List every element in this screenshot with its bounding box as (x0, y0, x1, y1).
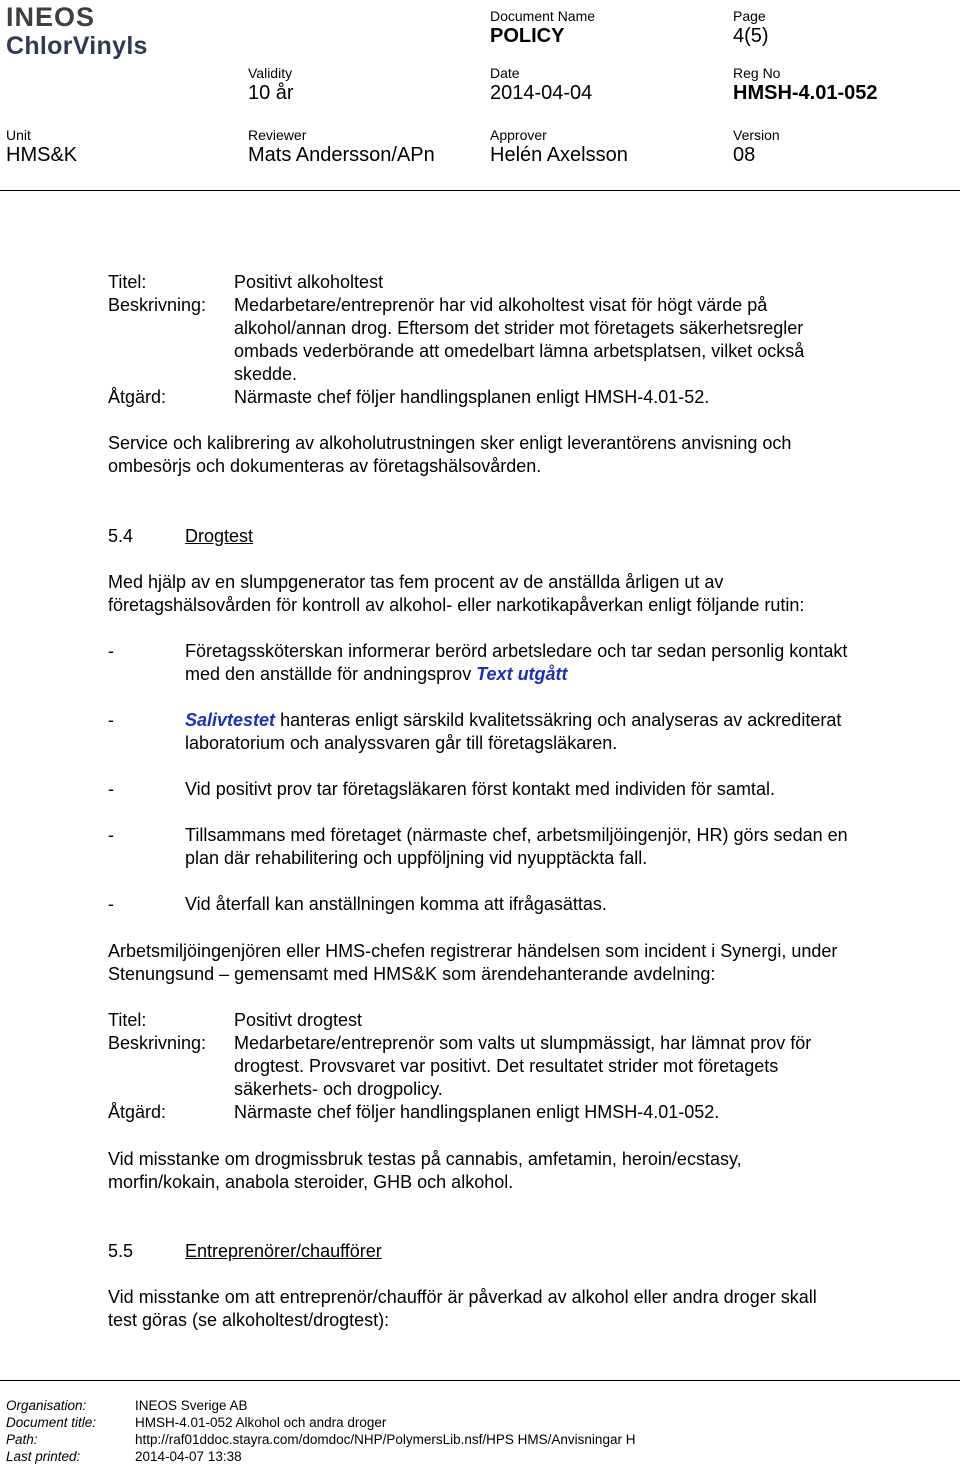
regno-label: Reg No (733, 65, 781, 81)
block2-beskr-label: Beskrivning: (108, 1033, 207, 1053)
page-label: Page (733, 8, 766, 24)
bullet-dash: - (108, 710, 114, 730)
bullet-dash: - (108, 779, 114, 799)
block1-titel-label: Titel: (108, 272, 147, 292)
bullet-dash: - (108, 641, 114, 661)
misstanke-line: Vid misstanke om drogmissbruk testas på cannabis, amfetamin, heroin/ecstasy, (108, 1149, 742, 1169)
section-5-4-title: Drogtest (185, 526, 254, 546)
misstanke-line: morfin/kokain, anabola steroider, GHB och alkohol. (108, 1172, 514, 1192)
block2-beskr-line: säkerhets- och drogpolicy. (234, 1079, 443, 1099)
entre-line: Vid misstanke om att entreprenör/chaufför är påverkad av alkohol eller andra droger skall (108, 1287, 817, 1307)
section-5-5-number: 5.5 (108, 1241, 134, 1261)
footer-printed-label: Last printed: (6, 1449, 81, 1464)
intro-line: Med hjälp av en slumpgenerator tas fem procent av de anställda årligen ut av (108, 572, 724, 592)
footer-divider (0, 1380, 960, 1381)
block1-beskr-label: Beskrivning: (108, 295, 207, 315)
bullet-2-line2: laboratorium och analyssvaren går till företagsläkaren. (185, 733, 618, 753)
bullet-3: Vid positivt prov tar företagsläkaren först kontakt med individen för samtal. (185, 779, 775, 799)
bullet-1-line2 (185, 663, 568, 686)
bullet-1-text: med den anställde för andningsprov (185, 664, 472, 684)
bullet-1-line1: Företagssköterskan informerar berörd arbetsledare och tar sedan personlig kontakt (185, 641, 848, 661)
bullet-dash: - (108, 894, 114, 914)
service-line: ombesörjs och dokumenteras av företagshälsovården. (108, 456, 542, 476)
doc-name-label: Document Name (490, 8, 596, 24)
intro-line: företagshälsovården för kontroll av alkohol- eller narkotikapåverkan enligt följande rutin: (108, 595, 805, 615)
footer-path-label: Path: (6, 1432, 38, 1447)
validity-value: 10 år (248, 82, 294, 104)
block1-atgard: Närmaste chef följer handlingsplanen enligt HMSH-4.01-52. (234, 387, 710, 407)
footer-org-label: Organisation: (6, 1398, 87, 1413)
arb-line: Stenungsund – gemensamt med HMS&K som ärendehanterande avdelning: (108, 964, 716, 984)
approver-label: Approver (490, 127, 547, 143)
unit-label: Unit (6, 127, 31, 143)
regno-value: HMSH-4.01-052 (733, 82, 878, 104)
logo-ineos: INEOS (6, 2, 96, 32)
unit-value: HMS&K (6, 144, 78, 166)
block2-titel: Positivt drogtest (234, 1010, 363, 1030)
footer-printed: 2014-04-07 13:38 (135, 1449, 242, 1464)
validity-label: Validity (248, 65, 293, 81)
block2-atgard-label: Åtgärd: (108, 1102, 167, 1122)
bullet-4-line1: Tillsammans med företaget (närmaste chef, arbetsmiljöingenjör, HR) görs sedan en (185, 825, 848, 845)
footer-path: http://raf01ddoc.stayra.com/domdoc/NHP/PolymersLib.nsf/HPS HMS/Anvisningar H (135, 1432, 636, 1447)
block1-titel: Positivt alkoholtest (234, 272, 384, 292)
date-label: Date (490, 65, 520, 81)
version-label: Version (733, 127, 780, 143)
bullet-2-line1 (185, 709, 841, 732)
reviewer-value: Mats Andersson/APn (248, 144, 435, 166)
approver-value: Helén Axelsson (490, 144, 628, 166)
bullet-2-text: hanteras enligt särskild kvalitetssäkring och analyseras av ackrediterat (280, 710, 842, 730)
date-value: 2014-04-04 (490, 82, 593, 104)
header-divider (0, 190, 960, 191)
bullet-2-highlight: Salivtestet (185, 710, 276, 730)
block1-beskr-line: Medarbetare/entreprenör har vid alkoholtest visat för högt värde på (234, 295, 768, 315)
footer-org: INEOS Sverige AB (135, 1398, 248, 1413)
block2-beskr-line: drogtest. Provsvaret var positivt. Det resultatet strider mot företagets (234, 1056, 779, 1076)
footer-title-label: Document title: (6, 1415, 97, 1430)
reviewer-label: Reviewer (248, 127, 307, 143)
bullet-4-line2: plan där rehabilitering och uppföljning vid nyupptäckta fall. (185, 848, 648, 868)
block1-beskr-line: skedde. (234, 364, 298, 384)
arb-line: Arbetsmiljöingenjören eller HMS-chefen registrerar händelsen som incident i Synergi, under (108, 941, 838, 961)
block1-beskr-line: ombads vederbörande att omedelbart lämna arbetsplatsen, vilket också (234, 341, 805, 361)
block2-beskr-line: Medarbetare/entreprenör som valts ut slumpmässigt, har lämnat prov för (234, 1033, 812, 1053)
version-value: 08 (733, 144, 756, 166)
logo-chlorvinyls: ChlorVinyls (6, 32, 148, 60)
section-5-4-number: 5.4 (108, 526, 134, 546)
page-number: 4(5) (733, 25, 769, 47)
block2-atgard: Närmaste chef följer handlingsplanen enligt HMSH-4.01-052. (234, 1102, 720, 1122)
bullet-dash: - (108, 825, 114, 845)
service-line: Service och kalibrering av alkoholutrustningen sker enligt leverantörens anvisning och (108, 433, 792, 453)
footer-title: HMSH-4.01-052 Alkohol och andra droger (135, 1415, 387, 1430)
block1-beskr-line: alkohol/annan drog. Eftersom det strider mot företagets säkerhetsregler (234, 318, 804, 338)
block2-titel-label: Titel: (108, 1010, 147, 1030)
bullet-5: Vid återfall kan anställningen komma att ifrågasättas. (185, 894, 607, 914)
bullet-1-removed-note: Text utgått (476, 664, 568, 684)
section-5-5-title: Entreprenörer/chaufförer (185, 1241, 382, 1261)
entre-line: test göras (se alkoholtest/drogtest): (108, 1310, 390, 1330)
block1-atgard-label: Åtgärd: (108, 387, 167, 407)
doc-name: POLICY (490, 25, 565, 47)
